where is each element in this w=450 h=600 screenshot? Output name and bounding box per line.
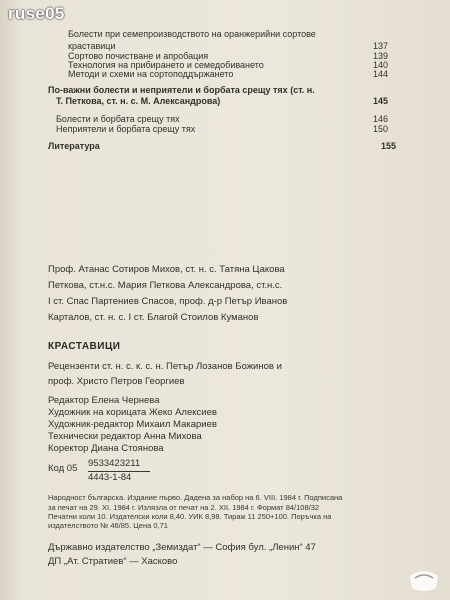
corner-logo-icon (406, 566, 442, 594)
credit-line: Художник-редактор Михаил Макариев (48, 419, 217, 430)
code-label: Код 05 (48, 463, 78, 474)
print-info-line: издателството № 46/85. Цена 0,71 (48, 521, 168, 530)
credit-line: Коректор Диана Стоянова (48, 443, 164, 454)
reviewers-line: проф. Христо Петров Георгиев (48, 376, 185, 387)
authors-line: Петкова, ст.н.с. Мария Петкова Александрова, ст.н.с. (48, 280, 283, 291)
authors-line: Проф. Атанас Сотиров Михов, ст. н. с. Татяна Цакова (48, 264, 285, 275)
code-number: 9533423211 (88, 458, 141, 469)
code-number-2: 4443-1-84 (88, 472, 132, 483)
watermark-logo: ruse05 (8, 4, 65, 23)
print-info-line: Печатни коли 10. Издателски коли 8,40. УИК 8,98. Тираж 11 250+100. Поръчка на (48, 512, 332, 521)
credit-line: Художник на корицата Жеко Алексиев (48, 407, 217, 418)
print-info-line: Народност българска. Издание първо. Дадена за набор на 6. VIII. 1984 г. Подписана (48, 493, 343, 502)
credit-line: Редактор Елена Чернева (48, 395, 160, 406)
credit-line: Технически редактор Анна Михова (48, 431, 202, 442)
authors-line: Карталов, ст. н. с. I ст. Благой Стоилов Куманов (48, 312, 259, 323)
publisher-line: ДП „Ат. Стратиев“ — Хасково (48, 556, 178, 567)
authors-line: I ст. Спас Партениев Спасов, проф. д-р Петър Иванов (48, 296, 288, 307)
print-info-line: за печат на 29. XI. 1984 г. Излязла от печат на 2. XII. 1984 г. Формат 84/108/32 (48, 503, 320, 512)
book-title: КРАСТАВИЦИ (48, 341, 121, 352)
publisher-line: Държавно издателство „Земиздат“ — София бул. „Ленин“ 47 (48, 542, 316, 553)
reviewers-line: Рецензенти ст. н. с. к. с. н. Петър Лозанов Божинов и (48, 361, 282, 372)
book-page: ruse05 Болести при семепроизводството на оранжерийни сортове краставици 137 Сортово почистване и апробация 139 Технология на прибирането и семедобиването 140 Методи и схеми на сортоподдържането 144 По-важни болести и неприятели и борбата срещу тях (ст. н. Т. Петкова, ст. н. с. М. Александрова) 145 Болести и борбата срещу тях 146 Неприятели и борбата срещу тях 150 Литература 155 Проф. Атанас Сотиров Михов, ст. н. с. Татяна Цакова Петкова, ст.н.с. Мария Петкова Александрова, ст.н.с. I ст. Спас Партениев Спасов, проф. д-р Петър Иванов Карталов, ст. н. с. I ст. Благой Стоилов Куманов КРАСТАВИЦИ Рецензенти ст. н. с. к. с. н. Петър Лозанов Божинов и проф. Христо Петров Георгиев Редактор Елена Чернева Художник на корицата Жеко Алексиев Художник-редактор Михаил Макариев Технически редактор Анна Михова Коректор Диана Стоянова Код 05 9533423211 4443-1-84 Народност българска. Издание първо. Дадена за набор на 6. VIII. 1984 г. Подписана за печат на 29. XI. 1984 г. Излязла от печат на 2. XII. 1984 г. Формат 84/108/32 Печатни коли 10. Издателски коли 8,40. УИК 8,98. Тираж 11 250+100. Поръчка на издателството № 46/85. Цена 0,71 Държавно издателство „Земиздат“ — София бул. „Ленин“ 47 ДП „Ат. Стратиев“ — Хасково (0, 0, 450, 600)
